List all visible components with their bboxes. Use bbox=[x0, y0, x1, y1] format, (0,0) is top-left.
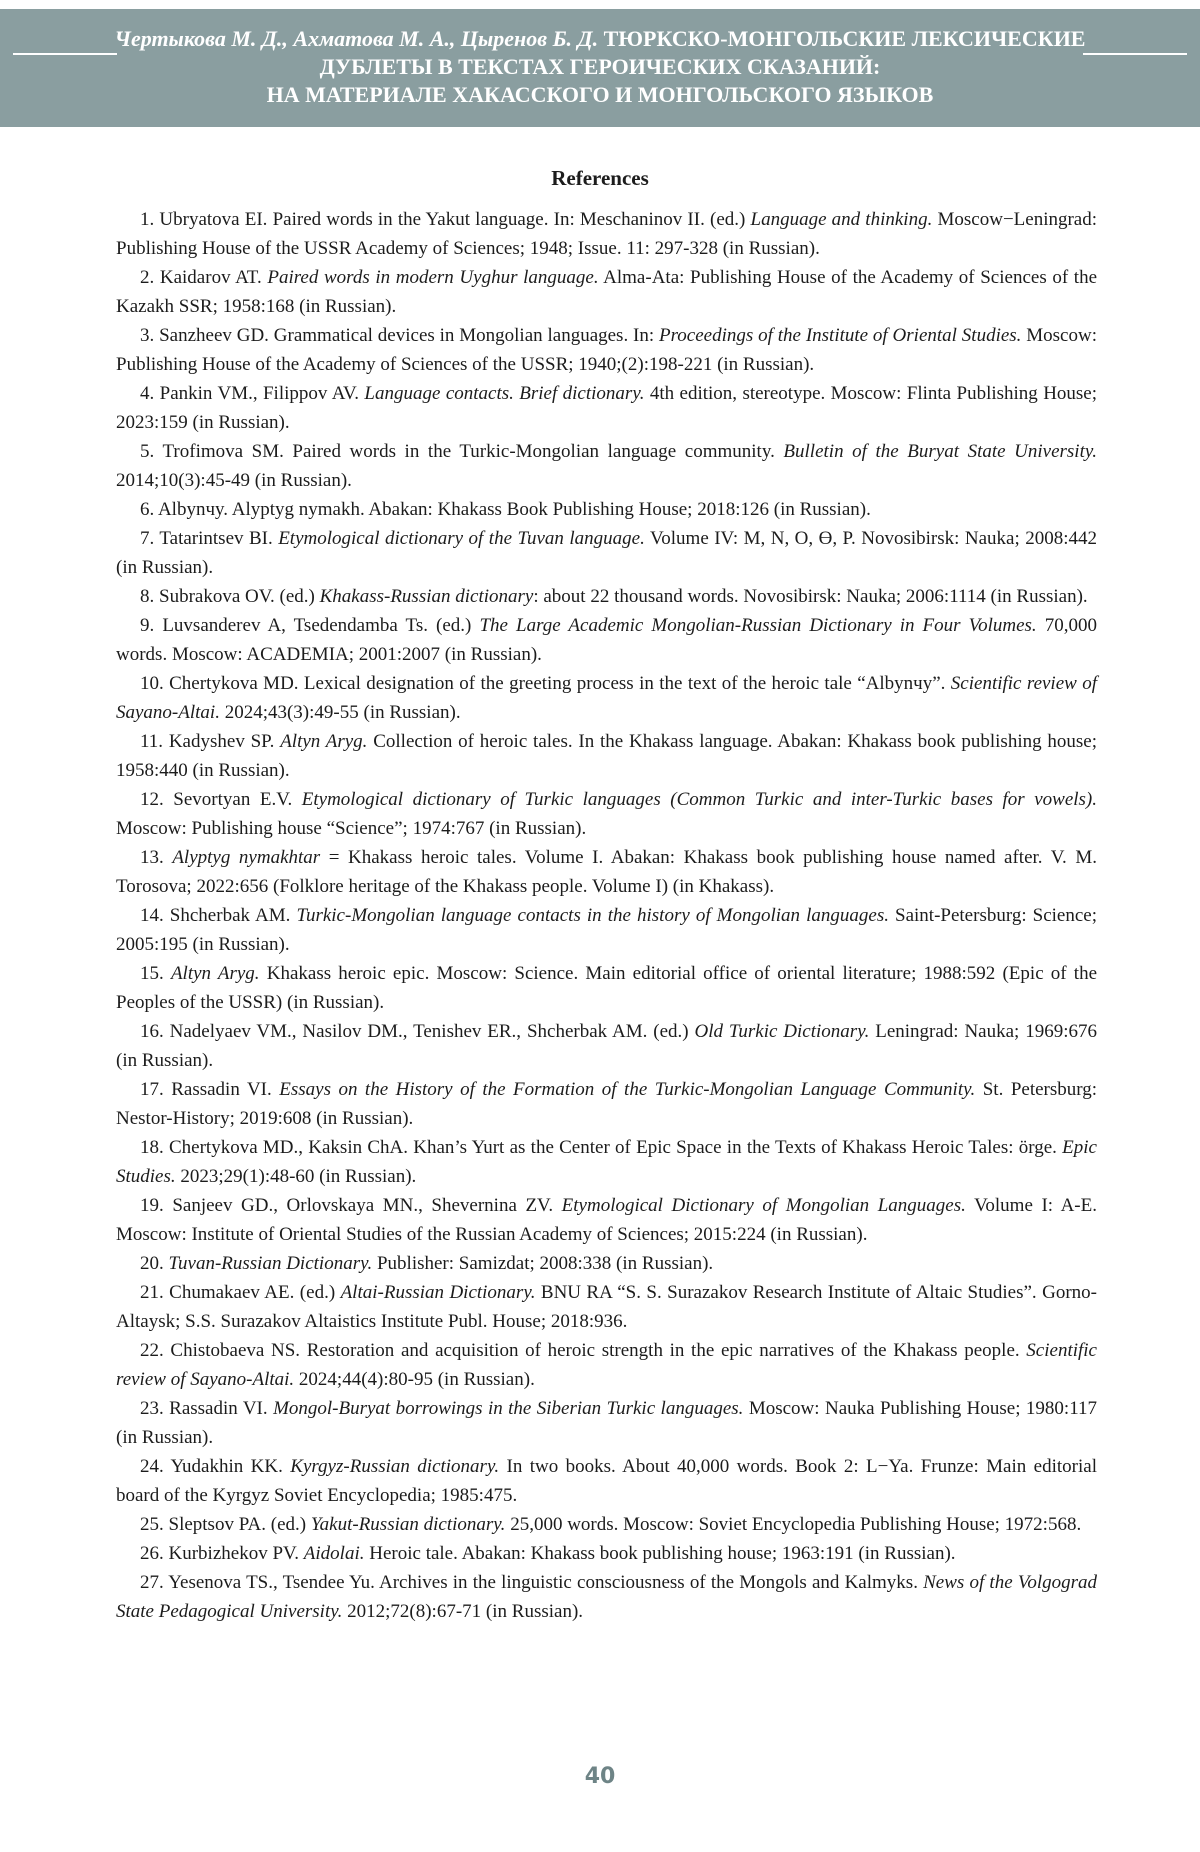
reference-details: Collection of heroic tales. In the Khakass language. Abakan: Khakass book publishing house; 1958:440 (in Russian). bbox=[116, 731, 1098, 781]
reference-source-title: Essays on the History of the Formation of the Turkic-Mongolian Language Community. bbox=[279, 1079, 976, 1100]
reference-item bbox=[116, 263, 1097, 321]
reference-details: Moscow: Publishing house “Science”; 1974:767 (in Russian). bbox=[116, 818, 587, 839]
reference-text: 24. Yudakhin KK. bbox=[140, 1456, 291, 1477]
reference-text: 14. Shcherbak AM. bbox=[140, 905, 297, 926]
reference-item bbox=[116, 1539, 1097, 1568]
reference-details: Moscow: Publishing House of the Academy of Sciences of the USSR; 1940;(2):198-221 (in Russian). bbox=[116, 325, 1097, 375]
reference-text: 16. Nadelyaev VM., Nasilov DM., Tenishev ER., Shcherbak AM. (ed.) bbox=[140, 1021, 695, 1042]
reference-details: Alma-Ata: Publishing House of the Academy of Sciences of the Kazakh SSR; 1958:168 (in Russian). bbox=[116, 267, 1097, 317]
reference-text: 19. Sanjeev GD., Orlovskaya MN., Shevernina ZV. bbox=[140, 1195, 562, 1216]
reference-item bbox=[116, 1075, 1097, 1133]
reference-source-title: Mongol-Buryat borrowings in the Siberian Turkic languages. bbox=[273, 1398, 744, 1419]
reference-item bbox=[116, 669, 1097, 727]
reference-text: 8. Subrakova OV. (ed.) bbox=[140, 586, 320, 607]
reference-details: St. Petersburg: Nestor-History; 2019:608 (in Russian). bbox=[116, 1079, 1098, 1129]
reference-item bbox=[116, 379, 1097, 437]
reference-source-title: Epic Studies. bbox=[116, 1137, 1097, 1187]
reference-details: In two books. About 40,000 words. Book 2: L−Ya. Frunze: Main editorial board of the Kyrgyz Soviet Encyclopedia; 1985:475. bbox=[116, 1456, 1097, 1506]
reference-item bbox=[116, 582, 1097, 611]
reference-item bbox=[116, 1191, 1097, 1249]
reference-text: 3. Sanzheev GD. Grammatical devices in Mongolian languages. In: bbox=[140, 325, 660, 346]
reference-source-title: Bulletin of the Buryat State University. bbox=[783, 441, 1097, 462]
reference-details: 4th edition, stereotype. Moscow: Flinta Publishing House; 2023:159 (in Russian). bbox=[116, 383, 1098, 433]
reference-text: 10. Chertykova MD. Lexical designation of the greeting process in the text of the heroic tale “Albynчy”. bbox=[140, 673, 951, 694]
reference-item bbox=[116, 1278, 1097, 1336]
header-authors: Чертыкова М. Д., Ахматова М. А., Цыренов Б. Д. bbox=[114, 26, 599, 51]
reference-details: Leningrad: Nauka; 1969:676 (in Russian). bbox=[116, 1021, 1097, 1071]
reference-details: Heroic tale. Abakan: Khakass book publishing house; 1963:191 (in Russian). bbox=[364, 1543, 956, 1564]
reference-text: 7. Tatarintsev BI. bbox=[140, 528, 279, 549]
reference-source-title: Scientific review of Sayano-Altai. bbox=[116, 673, 1097, 723]
reference-source-title: Old Turkic Dictionary. bbox=[694, 1021, 870, 1042]
reference-text: 1. Ubryatova EI. Paired words in the Yakut language. In: Meschaninov II. (ed.) bbox=[140, 209, 751, 230]
reference-text: 2. Kaidarov AT. bbox=[140, 267, 268, 288]
reference-details: Moscow−Leningrad: Publishing House of the USSR Academy of Sciences; 1948; Issue. 11: 297-328 (in Russian). bbox=[116, 209, 1098, 259]
reference-text: 11. Kadyshev SP. bbox=[140, 731, 281, 752]
reference-source-title: Altyn Aryg. bbox=[280, 731, 368, 752]
reference-text: 9. Luvsanderev A, Tsedendamba Ts. (ed.) bbox=[140, 615, 480, 636]
reference-source-title: The Large Academic Mongolian-Russian Dictionary in Four Volumes. bbox=[479, 615, 1037, 636]
reference-source-title: Scientific review of Sayano-Altai. bbox=[116, 1340, 1097, 1390]
reference-source-title: Kyrgyz-Russian dictionary. bbox=[290, 1456, 500, 1477]
header-title-line-2: ДУБЛЕТЫ В ТЕКСТАХ ГЕРОИЧЕСКИХ СКАЗАНИЙ: bbox=[319, 54, 881, 79]
reference-item bbox=[116, 321, 1097, 379]
reference-details: 2024;44(4):80-95 (in Russian). bbox=[294, 1369, 535, 1390]
page-number: 40 bbox=[584, 1764, 616, 1789]
reference-text: 20. bbox=[140, 1253, 169, 1274]
reference-source-title: Etymological Dictionary of Mongolian Languages. bbox=[561, 1195, 966, 1216]
reference-item bbox=[116, 1452, 1097, 1510]
reference-text: 21. Chumakaev AE. (ed.) bbox=[140, 1282, 341, 1303]
reference-item bbox=[116, 611, 1097, 669]
reference-details: = Khakass heroic tales. Volume I. Abakan: Khakass book publishing house named after. V. M. Torosova; 2022:656 (Folklore heritage of the Khakass people. Volume I) (in Khakass). bbox=[116, 847, 1097, 897]
reference-source-title: Khakass-Russian dictionary bbox=[319, 586, 534, 607]
reference-item bbox=[116, 1336, 1097, 1394]
reference-item bbox=[116, 1568, 1097, 1626]
reference-details: Volume IV: M, N, O, Ɵ, P. Novosibirsk: Nauka; 2008:442 (in Russian). bbox=[116, 528, 1097, 578]
reference-source-title: Etymological dictionary of Turkic languages (Common Turkic and inter-Turkic bases for vowels). bbox=[301, 789, 1098, 810]
reference-list bbox=[116, 205, 1097, 1626]
reference-text: 5. Trofimova SM. Paired words in the Turkic-Mongolian language community. bbox=[140, 441, 784, 462]
reference-text: 17. Rassadin VI. bbox=[140, 1079, 280, 1100]
header-rule-right bbox=[1083, 53, 1187, 55]
reference-item bbox=[116, 727, 1097, 785]
reference-source-title: Alyptyg nymakhtar bbox=[172, 847, 321, 868]
reference-source-title: Altyn Aryg. bbox=[170, 963, 260, 984]
reference-source-title: Turkic-Mongolian language contacts in the history of Mongolian languages. bbox=[296, 905, 889, 926]
reference-details: 2023;29(1):48-60 (in Russian). bbox=[175, 1166, 417, 1187]
reference-text: 12. Sevortyan E.V. bbox=[140, 789, 302, 810]
reference-text: 15. bbox=[140, 963, 171, 984]
reference-text: 18. Chertykova MD., Kaksin ChA. Khan’s Yurt as the Center of Epic Space in the Texts of Khakass Heroic Tales: örge. bbox=[140, 1137, 1063, 1158]
reference-source-title: Etymological dictionary of the Tuvan language. bbox=[278, 528, 645, 549]
reference-item bbox=[116, 1394, 1097, 1452]
running-header bbox=[0, 9, 1200, 127]
reference-source-title: Language and thinking. bbox=[750, 209, 933, 230]
reference-text: 13. bbox=[140, 847, 173, 868]
reference-item bbox=[116, 495, 1097, 524]
reference-text: 25. Sleptsov PA. (ed.) bbox=[140, 1514, 311, 1535]
reference-item bbox=[116, 1017, 1097, 1075]
reference-details: Saint-Petersburg: Science; 2005:195 (in Russian). bbox=[116, 905, 1098, 955]
reference-text: 6. Albynчy. Alyptyg nymakh. Abakan: Khakass Book Publishing House; 2018:126 (in Russian). bbox=[140, 499, 871, 520]
reference-text: 22. Chistobaeva NS. Restoration and acquisition of heroic strength in the epic narratives of the Khakass people. bbox=[140, 1340, 1027, 1361]
reference-text: 4. Pankin VM., Filippov AV. bbox=[140, 383, 365, 404]
reference-details: 25,000 words. Moscow: Soviet Encyclopedia Publishing House; 1972:568. bbox=[505, 1514, 1082, 1535]
reference-text: 27. Yesenova TS., Tsendee Yu. Archives in the linguistic consciousness of the Mongols and Kalmyks. bbox=[140, 1572, 924, 1593]
reference-item bbox=[116, 785, 1097, 843]
references-heading: References bbox=[551, 166, 649, 190]
reference-details: Moscow: Nauka Publishing House; 1980:117 (in Russian). bbox=[116, 1398, 1097, 1448]
reference-text: 26. Kurbizhekov PV. bbox=[140, 1543, 304, 1564]
header-title-line-1: ТЮРКСКО-МОНГОЛЬСКИЕ ЛЕКСИЧЕСКИЕ bbox=[603, 26, 1086, 51]
reference-item bbox=[116, 437, 1097, 495]
reference-item bbox=[116, 843, 1097, 901]
reference-item bbox=[116, 1249, 1097, 1278]
reference-details: 2024;43(3):49-55 (in Russian). bbox=[219, 702, 461, 723]
header-rule-left bbox=[13, 53, 117, 55]
reference-source-title: Tuvan-Russian Dictionary. bbox=[168, 1253, 373, 1274]
reference-details: Volume I: A-E. Moscow: Institute of Oriental Studies of the Russian Academy of Sciences; 2015:224 (in Russian). bbox=[116, 1195, 1097, 1245]
reference-details: 2012;72(8):67-71 (in Russian). bbox=[342, 1601, 584, 1622]
reference-details: 2014;10(3):45-49 (in Russian). bbox=[116, 470, 352, 491]
reference-details: : about 22 thousand words. Novosibirsk: Nauka; 2006:1114 (in Russian). bbox=[533, 586, 1088, 607]
reference-source-title: Proceedings of the Institute of Oriental Studies. bbox=[659, 325, 1022, 346]
reference-item bbox=[116, 205, 1097, 263]
reference-item bbox=[116, 1133, 1097, 1191]
header-line-1 bbox=[0, 25, 1200, 53]
reference-source-title: Altai-Russian Dictionary. bbox=[340, 1282, 536, 1303]
reference-details: Khakass heroic epic. Moscow: Science. Main editorial office of oriental literature; 1988:592 (Epic of the Peoples of the USSR) (in Russian). bbox=[116, 963, 1098, 1013]
reference-source-title: Yakut-Russian dictionary. bbox=[310, 1514, 506, 1535]
reference-details: Publisher: Samizdat; 2008:338 (in Russian). bbox=[372, 1253, 714, 1274]
reference-item bbox=[116, 901, 1097, 959]
reference-text: 23. Rassadin VI. bbox=[140, 1398, 274, 1419]
reference-details: 70,000 words. Moscow: ACADEMIA; 2001:2007 (in Russian). bbox=[116, 615, 1097, 665]
reference-source-title: Paired words in modern Uyghur language. bbox=[267, 267, 599, 288]
reference-item bbox=[116, 1510, 1097, 1539]
reference-item bbox=[116, 524, 1097, 582]
reference-details: BNU RA “S. S. Surazakov Research Institute of Altaic Studies”. Gorno-Altaysk; S.S. Surazakov Altaistics Institute Publ. House; 2018:936. bbox=[116, 1282, 1097, 1332]
header-title-line-3: НА МАТЕРИАЛЕ ХАКАССКОГО И МОНГОЛЬСКОГО ЯЗЫКОВ bbox=[266, 82, 934, 107]
reference-source-title: Aidolai. bbox=[303, 1543, 365, 1564]
reference-source-title: Language contacts. Brief dictionary. bbox=[364, 383, 645, 404]
reference-item bbox=[116, 959, 1097, 1017]
reference-source-title: News of the Volgograd State Pedagogical University. bbox=[116, 1572, 1097, 1622]
